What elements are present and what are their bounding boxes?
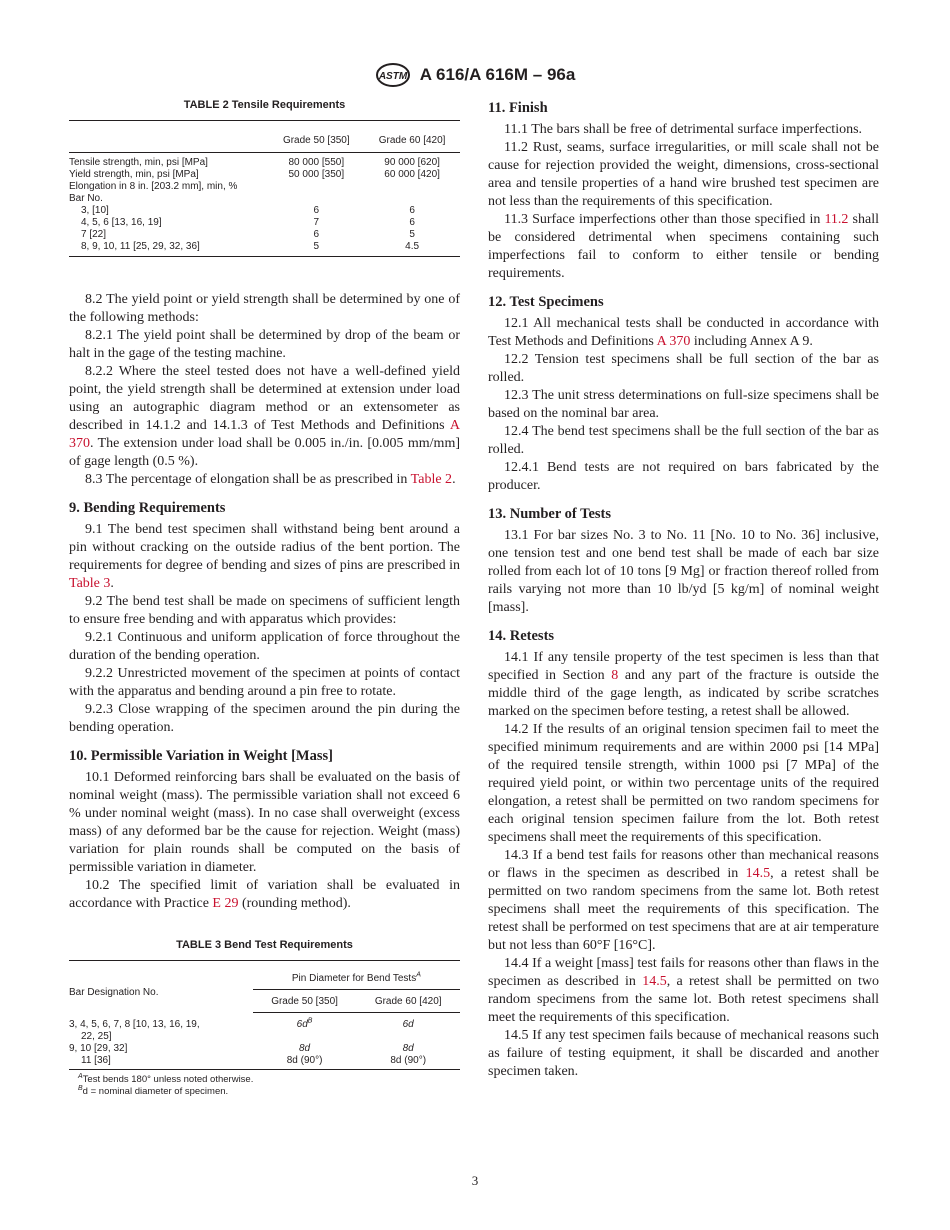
link-a370-2[interactable]: A 370 [656, 334, 691, 349]
table3 [69, 960, 460, 1070]
table-row: Bar No. [69, 193, 103, 204]
table-row: 3, [10] 6 6 [81, 205, 415, 216]
right-column [488, 96, 879, 1081]
heading-section-10: 10. Permissible Variation in Weight [Mass] [69, 748, 333, 764]
link-table2[interactable]: Table 2 [410, 472, 453, 487]
table3-header-grade50: Grade 50 [350] [253, 990, 357, 1013]
para-11-3: 11.3 Surface imperfections other than those specified in 11.2 shall be considered detrimental when specimens containing such imperfections fail to conform to either tensile or bending requirements. [488, 212, 879, 281]
link-14-5[interactable]: 14.5 [745, 866, 771, 881]
page-number: 3 [471, 1173, 479, 1188]
para-14-4: 14.4 If a weight [mass] test fails for reasons other than flaws in the specimen as described in 14.5, a retest shall be permitted on two random specimens from the same lot. Both retest specimens shall meet the requirements of this specification. [488, 956, 879, 1025]
para-12-4: 12.4 The bend test specimens shall be the full section of the bar as rolled. [488, 424, 879, 457]
para-14-1: 14.1 If any tensile property of the test specimen is less than that specified in Section 8 and any part of the fracture is outside the middle third of the gage length, as indicated by scribe scratches marked on the specimen before testing, a retest shall be allowed. [488, 650, 879, 719]
heading-section-14: 14. Retests [488, 628, 555, 644]
link-section-8[interactable]: 8 [611, 668, 619, 683]
table-row: 3, 4, 5, 6, 7, 8 [10, 13, 16, 19, 22, 25] $6d^B$ 6d [69, 1017, 414, 1042]
table3-header-grade60: Grade 60 [420] [356, 990, 460, 1013]
page-header [0, 63, 950, 89]
heading-section-11: 11. Finish [488, 100, 548, 116]
table-row: 7 [22] 6 5 [81, 229, 415, 240]
para-9-2-2: 9.2.2 Unrestricted movement of the specimen at points of contact with the apparatus and bending around a pin free to rotate. [69, 666, 460, 699]
link-11-2[interactable]: 11.2 [824, 212, 849, 227]
footnote-b: $^B$d = nominal diameter of specimen. [78, 1084, 229, 1097]
para-14-5: 14.5 If any test specimen fails because of mechanical reasons such as failure of testing equipment, it shall be discarded and another specimen taken. [488, 1028, 879, 1079]
para-9-2-3: 9.2.3 Close wrapping of the specimen around the pin during the bending operation. [69, 702, 460, 735]
svg-text:ASTM: ASTM [378, 71, 407, 82]
para-12-3: 12.3 The unit stress determinations on full-size specimens shall be based on the nominal bar area. [488, 388, 879, 421]
para-12-2: 12.2 Tension test specimens shall be full section of the bar as rolled. [488, 352, 879, 385]
designation-title: A 616/A 616M – 96a [419, 65, 576, 84]
para-14-3: 14.3 If a bend test fails for reasons other than mechanical reasons or flaws in the specimen as described in 14.5, a retest shall be permitted on two random specimens from the same lot. Both retest specimens shall meet the requirements of this specification. The retest shall be performed on test specimens that are at air temperature but not less than 60°F [16°C]. [488, 848, 880, 953]
table-row: Yield strength, min, psi [MPa] 50 000 [350] 60 000 [420] [69, 169, 440, 180]
link-e29[interactable]: E 29 [212, 896, 239, 911]
heading-section-12: 12. Test Specimens [488, 294, 604, 310]
link-table3[interactable]: Table 3 [69, 576, 111, 591]
para-8-3: 8.3 The percentage of elongation shall be as prescribed in Table 2. [85, 472, 456, 487]
para-8-2-1: 8.2.1 The yield point shall be determined by drop of the beam or halt in the gage of the testing machine. [69, 328, 460, 361]
link-14-5-2[interactable]: 14.5 [642, 974, 667, 989]
link-a370[interactable]: A 370 [69, 418, 460, 451]
table3-caption: TABLE 3 Bend Test Requirements [176, 939, 353, 951]
footnote-a: $^A$Test bends 180° unless noted otherwise. [78, 1072, 254, 1085]
table-row: 8, 9, 10, 11 [25, 29, 32, 36] 5 4.5 [81, 241, 420, 252]
para-9-1: 9.1 The bend test specimen shall withstand being bent around a pin without cracking on the outside radius of the bent portion. The requirements for degree of bending and sizes of pins are prescribed in Table 3. [69, 522, 460, 591]
left-column [69, 96, 460, 1098]
table2 [69, 120, 460, 257]
para-8-2: 8.2 The yield point or yield strength shall be determined by one of the following methods: [69, 292, 460, 325]
table-row: 4, 5, 6 [13, 16, 19] 7 6 [81, 217, 415, 228]
table-row: Tensile strength, min, psi [MPa] 80 000 [550] 90 000 [620] [69, 157, 440, 168]
table-row: Elongation in 8 in. [203.2 mm], min, % [69, 181, 238, 192]
table2-caption: TABLE 2 Tensile Requirements [183, 99, 346, 111]
para-11-1: 11.1 The bars shall be free of detrimental surface imperfections. [504, 122, 863, 137]
para-8-2-2: 8.2.2 Where the steel tested does not have a well-defined yield point, the yield strength shall be determined at extension under load using an autographic diagram method or an extensometer as described in 14.1.2 and 14.1.3 of Test Methods and Definitions A 370. The extension under load shall be 0.005 in./in. [0.005 mm/mm] of gage length (0.5 %). [69, 364, 460, 469]
table2-header-grade60: Grade 60 [420] [364, 121, 460, 153]
heading-section-13: 13. Number of Tests [488, 506, 611, 522]
para-9-2-1: 9.2.1 Continuous and uniform application of force throughout the duration of the bending operation. [69, 630, 460, 663]
table2-header-grade50: Grade 50 [350] [268, 121, 364, 153]
table-row: 9, 10 [29, 32] 8d 8d [69, 1042, 414, 1054]
para-10-1: 10.1 Deformed reinforcing bars shall be evaluated on the basis of nominal weight (mass). The permissible variation shall not exceed 6 % under nominal weight (mass). In no case shall overweight (excess mass) of any deformed bar be the cause for rejection. Weight (mass) variation for plain rounds shall be computed on the basis of permissible variation in diameter. [69, 770, 460, 875]
para-12-4-1: 12.4.1 Bend tests are not required on bars fabricated by the producer. [488, 460, 879, 493]
para-9-2: 9.2 The bend test shall be made on specimens of sufficient length to ensure free bending and with apparatus which provides: [69, 594, 460, 627]
para-14-2: 14.2 If the results of an original tension specimen fail to meet the specified minimum requirements and are within 2000 psi [14 MPa] of the required tensile strength, within 1000 psi [7 MPa] of the required yield point, or within two percentage units of the required elongation, a retest shall be permitted on two random specimens for each original tension specimen failure from the lot. Both retest specimens shall meet the requirements of this specification. [488, 722, 879, 845]
para-12-1: 12.1 All mechanical tests shall be conducted in accordance with Test Methods and Definitions A 370 including Annex A 9. [488, 316, 879, 349]
para-11-2: 11.2 Rust, seams, surface irregularities, or mill scale shall not be cause for rejection provided the weight, dimensions, cross-sectional area and tensile properties of a hand wire brushed test specimen are not less than the requirements of this specification. [488, 140, 879, 209]
heading-section-9: 9. Bending Requirements [69, 500, 226, 516]
table3-header-bar: Bar Designation No. [69, 986, 159, 998]
table-row: 11 [36] 8d (90°) 8d (90°) [81, 1054, 427, 1066]
para-10-2: 10.2 The specified limit of variation shall be evaluated in accordance with Practice E 29 (rounding method). [69, 878, 460, 911]
table3-footnotes [69, 1074, 460, 1098]
para-13-1: 13.1 For bar sizes No. 3 to No. 11 [No. 10 to No. 36] inclusive, one tension test and one bend test shall be made of each bar size rolled from each lot of 10 tons [9 Mg] or fraction thereof rolled from rails varying not more than 10 lb/yd [5 kg/m] of nominal weight [mass]. [488, 528, 879, 615]
table3-header-group: Pin Diameter for Bend Tests$^A$ [253, 961, 460, 990]
astm-logo-icon [375, 63, 411, 87]
